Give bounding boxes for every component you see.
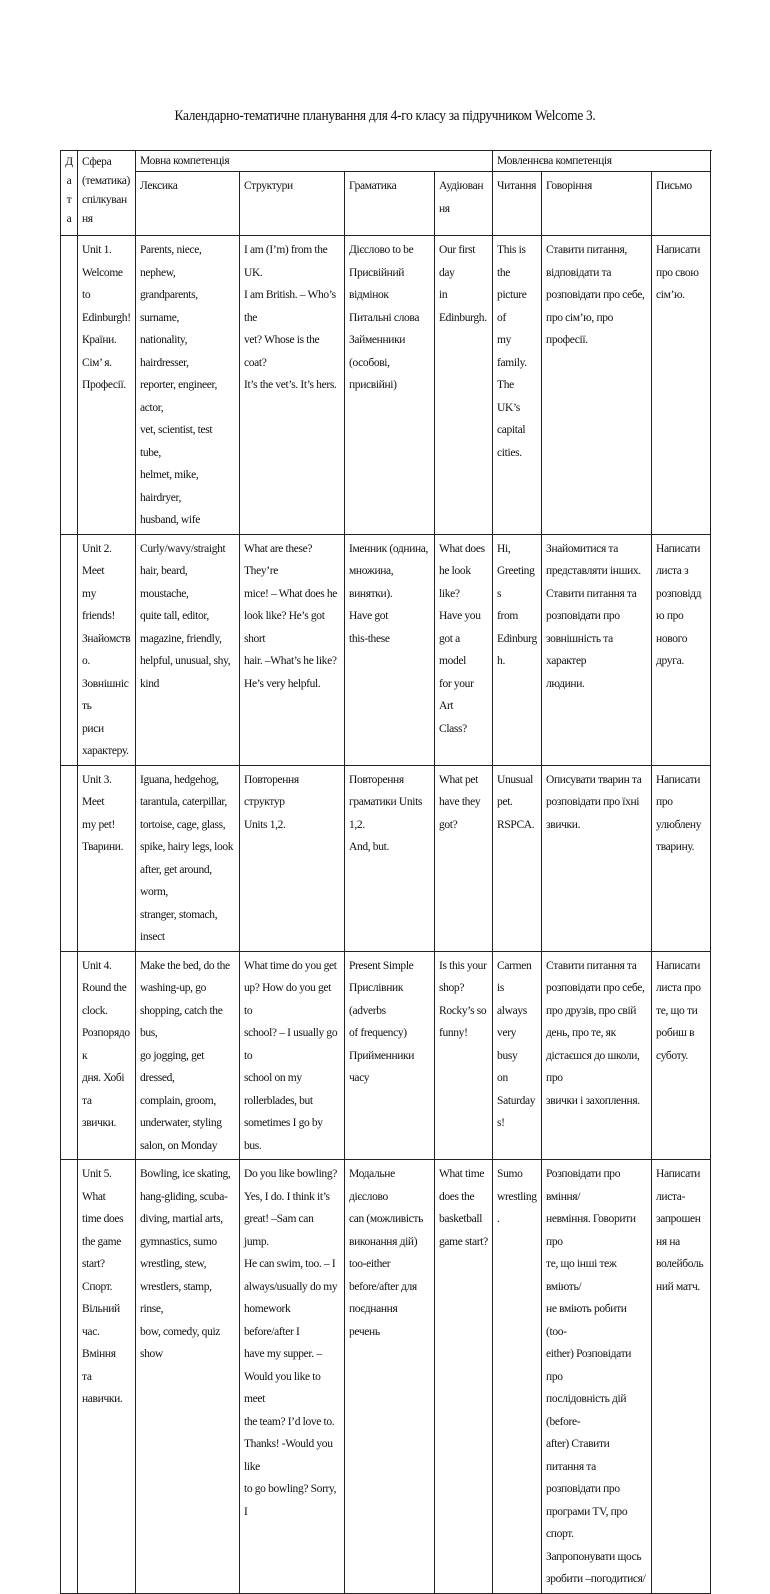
date-cell [61, 534, 78, 765]
writing-cell: Написати про свою сім’ю. [652, 236, 711, 535]
reading-cell: Hi, Greetings from Edinburgh. [493, 534, 542, 765]
structures-cell: Do you like bowling? Yes, I do. I think it’s great! –Sam can jump. He can swim, too. – I always/usually do my homework before/after I have my supper. – Would you like to meet the team? I’d love to. Thanks! -Would you like to go bowling? Sorry, I [240, 1160, 345, 1594]
sphere-cell: Unit 5. What time does the game start? Спорт. Вільний час. Вміння та навички. [78, 1160, 136, 1594]
structures-cell: Повторення структур Units 1,2. [240, 765, 345, 951]
structures-column-header: Структури [240, 172, 345, 236]
sphere-cell: Unit 4. Round the clock. Розпорядок дня. Хобі та звички. [78, 951, 136, 1160]
vocabulary-cell: Parents, niece, nephew, grandparents, surname, nationality, hairdresser, reporter, engineer, actor, vet, scientist, test tube, helmet, mike, hairdryer, husband, wife [136, 236, 240, 535]
date-column-header: Д а т а [61, 151, 78, 236]
vocabulary-column-header: Лексика [136, 172, 240, 236]
grammar-cell: Модальне дієслово can (можливість виконання дій) too-either before/after для поєднання речень [345, 1160, 435, 1594]
vocabulary-cell: Iguana, hedgehog, tarantula, caterpillar, tortoise, cage, glass, spike, hairy legs, look after, get around, worm, stranger, stomach, insect [136, 765, 240, 951]
speaking-cell: Ставити питання, відповідати та розповідати про себе, про сім’ю, про професії. [542, 236, 652, 535]
grammar-column-header: Граматика [345, 172, 435, 236]
sphere-column-header: Сфера (тематика) спілкування [78, 151, 136, 236]
speaking-column-header: Говоріння [542, 172, 652, 236]
speaking-cell: Знайомитися та представляти інших. Ставити питання та розповідати про зовнішність та характер людини. [542, 534, 652, 765]
reading-cell: Unusual pet. RSPCA. [493, 765, 542, 951]
listening-cell: What pet have they got? [435, 765, 493, 951]
sphere-cell: Unit 1. Welcome to Edinburgh! Країни. Сім’ я. Професії. [78, 236, 136, 535]
date-cell [61, 1160, 78, 1594]
listening-cell: Is this your shop? Rocky’s so funny! [435, 951, 493, 1160]
curriculum-table [60, 150, 711, 1594]
table-row [61, 1160, 711, 1594]
structures-cell: What are these? They’re mice! – What does he look like? He’s got short hair. –What’s he like? He’s very helpful. [240, 534, 345, 765]
grammar-cell: Present Simple Прислівник (adverbs of frequency) Прийменники часу [345, 951, 435, 1160]
reading-cell: Sumo wrestling. [493, 1160, 542, 1594]
writing-cell: Написати про улюблену тварину. [652, 765, 711, 951]
table-row [61, 765, 711, 951]
structures-cell: I am (I’m) from the UK. I am British. – Who’s the vet? Whose is the coat? It’s the vet’s. It’s hers. [240, 236, 345, 535]
listening-cell: Our first day in Edinburgh. [435, 236, 493, 535]
writing-cell: Написати листа- запрошен ня на волейболь ний матч. [652, 1160, 711, 1594]
grammar-cell: Повторення граматики Units 1,2. And, but. [345, 765, 435, 951]
writing-cell: Написати листа з розповідд ю про нового друга. [652, 534, 711, 765]
date-cell [61, 765, 78, 951]
date-cell [61, 951, 78, 1160]
reading-cell: Carmen is always very busy on Saturdays! [493, 951, 542, 1160]
speaking-cell: Описувати тварин та розповідати про їхні звички. [542, 765, 652, 951]
table-row [61, 534, 711, 765]
table-row [61, 236, 711, 535]
header-row-2 [61, 172, 711, 236]
reading-cell: This is the picture of my family. The UK’s capital cities. [493, 236, 542, 535]
structures-cell: What time do you get up? How do you get to school? – I usually go to school on my rollerblades, but sometimes I go by bus. [240, 951, 345, 1160]
date-cell [61, 236, 78, 535]
grammar-cell: Дієслово to be Присвійний відмінок Питальні слова Займенники (особові, присвійні) [345, 236, 435, 535]
sphere-cell: Unit 2. Meet my friends! Знайомство. Зовнішність риси характеру. [78, 534, 136, 765]
header-row-1 [61, 151, 711, 172]
speech-competence-header: Мовленнєва компетенція [493, 151, 711, 172]
vocabulary-cell: Curly/wavy/straight hair, beard, moustache, quite tall, editor, magazine, friendly, helpful, unusual, shy, kind [136, 534, 240, 765]
listening-cell: What time does the basketball game start? [435, 1160, 493, 1594]
language-competence-header: Мовна компетенція [136, 151, 493, 172]
page-title: Календарно-тематичне планування для 4-го класу за підручником Welcome 3. [174, 108, 596, 124]
writing-cell: Написати листа про те, що ти робиш в суботу. [652, 951, 711, 1160]
listening-cell: What does he look like? Have you got a model for your Art Class? [435, 534, 493, 765]
listening-column-header: Аудіювання [435, 172, 493, 236]
vocabulary-cell: Make the bed, do the washing-up, go shopping, catch the bus, go jogging, get dressed, complain, groom, underwater, styling salon, on Monday [136, 951, 240, 1160]
sphere-cell: Unit 3. Meet my pet! Тварини. [78, 765, 136, 951]
speaking-cell: Ставити питання та розповідати про себе, про друзів, про свій день, про те, як дістаєшся до школи, про звички і захоплення. [542, 951, 652, 1160]
grammar-cell: Іменник (однина, множина, винятки). Have got this-these [345, 534, 435, 765]
table-row [61, 951, 711, 1160]
writing-column-header: Письмо [652, 172, 711, 236]
speaking-cell: Розповідати про вміння/ невміння. Говорити про те, що інші теж вміють/ не вміють робити (too- either) Розповідати про послідовність дій (before- after) Ставити питання та розповідати про програми TV, про спорт. Запропонувати щось зробити –погодитися/ [542, 1160, 652, 1594]
vocabulary-cell: Bowling, ice skating, hang-gliding, scuba- diving, martial arts, gymnastics, sumo wrestling, stew, wrestlers, stamp, rinse, bow, comedy, quiz show [136, 1160, 240, 1594]
reading-column-header: Читання [493, 172, 542, 236]
